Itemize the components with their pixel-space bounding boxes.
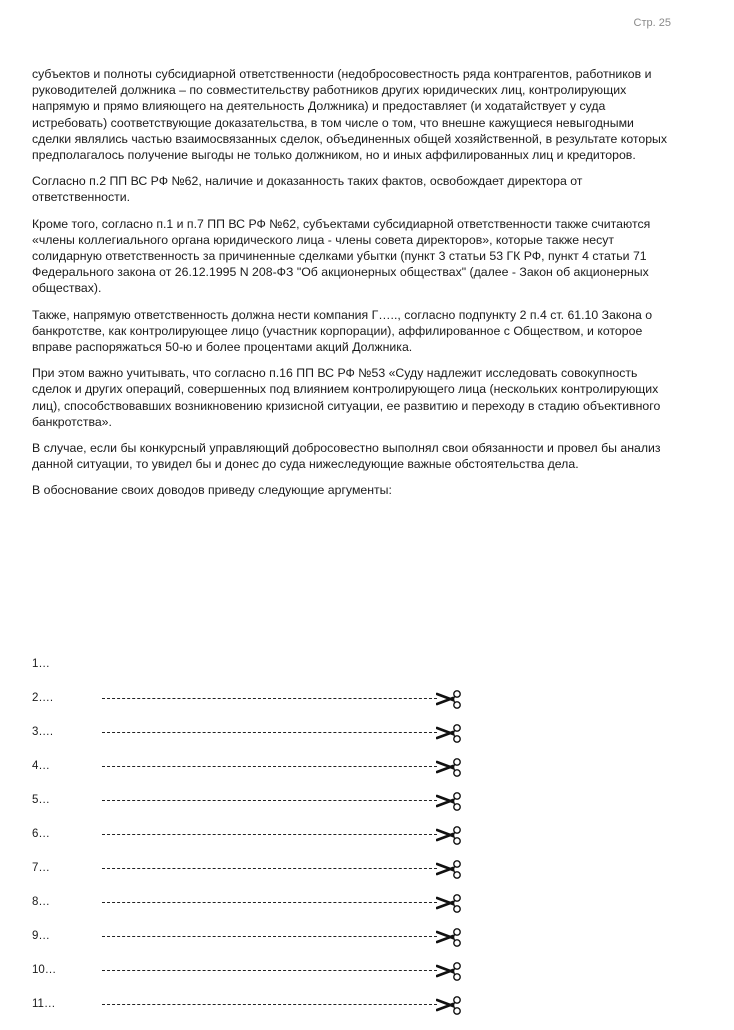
argument-row (32, 690, 672, 724)
argument-row (32, 724, 672, 758)
scissors-icon (436, 756, 464, 778)
argument-row (32, 928, 672, 962)
paragraph-company-liability: Также, напрямую ответственность должна нести компания Г….., согласно подпункту 2 п.4 ст. 61.10 Закона о банкротстве, как контролирующее лицо (участник корпорации), аффилированное с Обществом, и которое вправе распоряжаться 50-ю и более процентами акций Должника. (32, 307, 653, 355)
cut-line (102, 800, 437, 801)
argument-number: 2…. (32, 692, 54, 704)
scissors-icon (436, 858, 464, 880)
scissors-icon (436, 892, 464, 914)
scissors-icon (436, 790, 464, 812)
scissors-icon (436, 994, 464, 1016)
cut-line (102, 970, 437, 971)
cut-line (102, 732, 437, 733)
paragraph-board-members: Кроме того, согласно п.1 и п.7 ПП ВС РФ №62, субъектами субсидиарной ответственности также считаются «члены коллегиального органа юридического лица - члены совета директоров», которые также несут солидарную ответственность за причиненные сделками убытки (пункт 3 статьи 53 ГК РФ, пункт 4 статьи 71 Федерального закона от 26.12.1995 N 208-ФЗ "Об акционерных обществах" (далее - Закон об акционерных обществах). (32, 216, 651, 296)
cut-line (102, 902, 437, 903)
argument-number: 4… (32, 760, 50, 772)
cut-line (102, 1004, 437, 1005)
argument-number: 11… (32, 998, 56, 1010)
page-number: Стр. 25 (633, 17, 671, 29)
argument-row (32, 792, 672, 826)
argument-row (32, 962, 672, 996)
document-body (32, 66, 672, 509)
paragraph-manager-analysis: В случае, если бы конкурсный управляющий добросовестно выполнял свои обязанности и провел бы анализ данной ситуации, то увидел бы и донес до суда нижеследующие важные обстоятельства дела. (32, 441, 661, 472)
paragraph-arguments-intro: В обоснование своих доводов приведу следующие аргументы: (32, 483, 392, 498)
argument-row (32, 758, 672, 792)
argument-number: 8… (32, 896, 50, 908)
argument-row (32, 860, 672, 894)
scissors-icon (436, 960, 464, 982)
cut-line (102, 936, 437, 937)
cut-line (102, 868, 437, 869)
paragraph-subjects: субъектов и полноты субсидиарной ответственности (недобросовестность ряда контрагентов, работников и руководителей должника – по совместительству работников других юридических лиц, контролирующих напрямую и прямо влияющего на деятельность Должника) и предоставляет (и ходатайствует у суда истребовать) соответствующие доказательства, в том числе о том, что внешне кажущиеся невыгодными сделки являлись частью взаимосвязанных сделок, объединенных общей хозяйственной, в результате которых предполагалось получение выгоды не только должником, но и иных аффилированных лиц и кредиторов. (32, 67, 668, 163)
argument-row (32, 894, 672, 928)
argument-row (32, 826, 672, 860)
argument-row (32, 996, 672, 1030)
argument-number: 9… (32, 930, 50, 942)
argument-number: 7… (32, 862, 50, 874)
argument-row (32, 656, 672, 690)
arguments-list (32, 656, 672, 1030)
scissors-icon (436, 722, 464, 744)
argument-number: 1… (32, 658, 50, 670)
paragraph-pp62-p2: Согласно п.2 ПП ВС РФ №62, наличие и доказанность таких фактов, освобождает директора от ответственности. (32, 174, 583, 205)
argument-number: 6… (32, 828, 50, 840)
argument-number: 5… (32, 794, 50, 806)
cut-line (102, 766, 437, 767)
cut-line (102, 834, 437, 835)
paragraph-pp53-p16: При этом важно учитывать, что согласно п.16 ПП ВС РФ №53 «Суду надлежит исследовать совокупность сделок и других операций, совершенных под влиянием контролирующего лица (нескольких контролирующих лиц), способствовавших возникновению кризисной ситуации, ее развитию и переходу в стадию объективного банкротства». (32, 366, 661, 429)
scissors-icon (436, 926, 464, 948)
argument-number: 3…. (32, 726, 54, 738)
cut-line (102, 698, 437, 699)
argument-number: 10… (32, 964, 57, 976)
scissors-icon (436, 688, 464, 710)
scissors-icon (436, 824, 464, 846)
